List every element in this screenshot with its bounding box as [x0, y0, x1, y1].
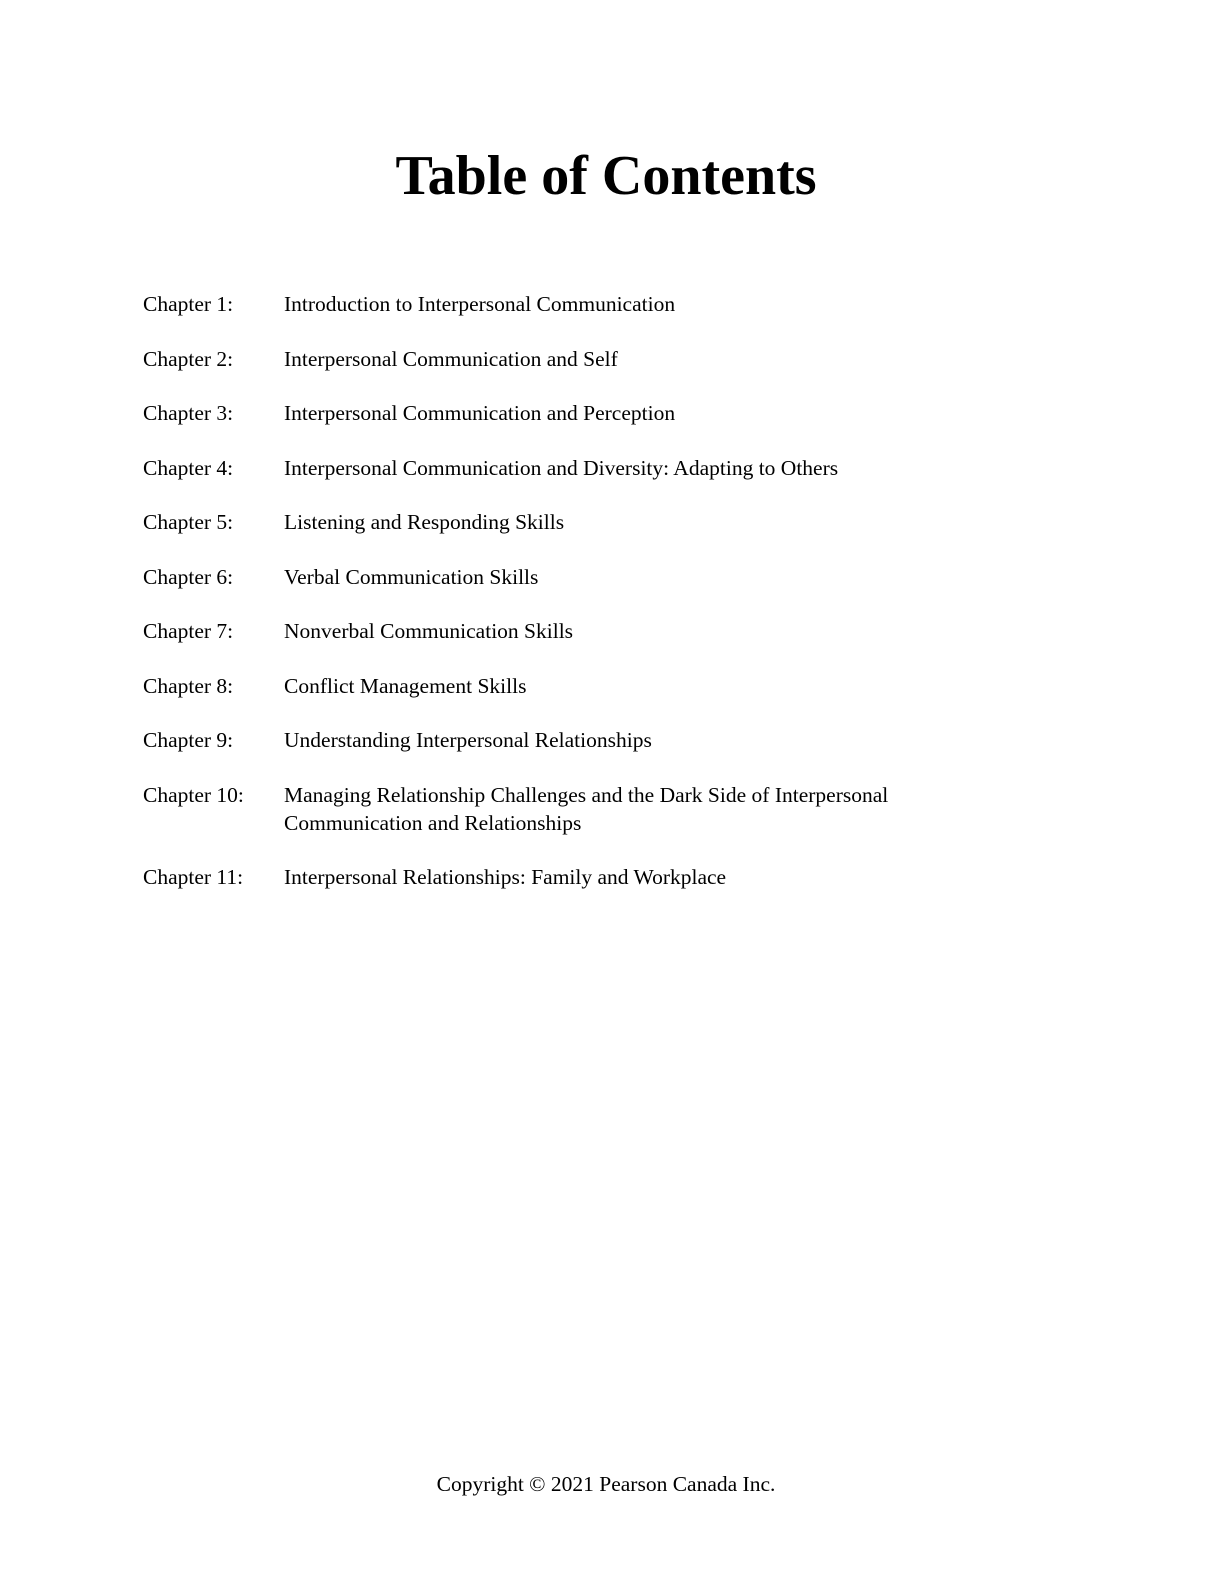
toc-entry-chapter-1 — [143, 290, 1043, 318]
copyright-footer: Copyright © 2021 Pearson Canada Inc. — [436, 1472, 776, 1496]
toc-entry-chapter-9 — [143, 726, 1043, 754]
table-of-contents — [143, 290, 1043, 918]
chapter-title: Understanding Interpersonal Relationships — [284, 728, 652, 752]
chapter-title: Listening and Responding Skills — [284, 510, 565, 534]
toc-entry-chapter-3 — [143, 399, 1043, 427]
toc-entry-chapter-2 — [143, 345, 1043, 373]
page-title: Table of Contents — [395, 145, 817, 207]
toc-entry-chapter-6 — [143, 563, 1043, 591]
chapter-label: Chapter 10: — [143, 782, 244, 807]
chapter-title: Interpersonal Communication and Diversity: Adapting to Others — [284, 455, 839, 480]
chapter-label: Chapter 9: — [143, 728, 234, 752]
toc-entry-chapter-10 — [143, 781, 1043, 837]
chapter-label: Chapter 5: — [143, 510, 234, 534]
chapter-title: Conflict Management Skills — [284, 673, 527, 698]
chapter-label: Chapter 3: — [143, 401, 234, 425]
chapter-title: Interpersonal Communication and Self — [284, 346, 618, 371]
chapter-title: Nonverbal Communication Skills — [284, 619, 574, 643]
toc-entry-chapter-5 — [143, 508, 1043, 536]
toc-entry-chapter-7 — [143, 617, 1043, 645]
chapter-label: Chapter 2: — [143, 346, 234, 371]
chapter-label: Chapter 8: — [143, 673, 234, 698]
toc-entry-chapter-4 — [143, 454, 1043, 482]
chapter-label: Chapter 6: — [143, 564, 234, 589]
chapter-label: Chapter 1: — [143, 292, 234, 316]
chapter-title: Verbal Communication Skills — [284, 564, 539, 589]
chapter-title: Managing Relationship Challenges and the Dark Side of Interpersonal Communication and Relationships — [284, 782, 889, 835]
chapter-title: Interpersonal Relationships: Family and Workplace — [284, 865, 727, 889]
chapter-label: Chapter 4: — [143, 455, 234, 480]
chapter-title: Introduction to Interpersonal Communication — [284, 292, 676, 316]
chapter-label: Chapter 11: — [143, 865, 244, 889]
chapter-title: Interpersonal Communication and Perception — [284, 401, 676, 425]
toc-entry-chapter-11 — [143, 863, 1043, 891]
chapter-label: Chapter 7: — [143, 619, 234, 643]
toc-entry-chapter-8 — [143, 672, 1043, 700]
